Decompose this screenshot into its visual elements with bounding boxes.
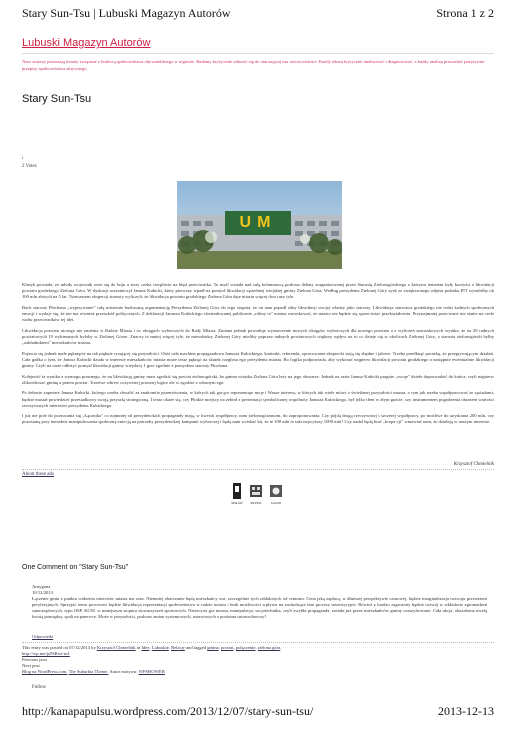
share-caption: PRZEK [250, 501, 262, 505]
post-paragraph: Bach starosty Płochana „wypisywanie" całą misternie budowaną argumentację Prezydenta Zielonej Góry do tego stopnia, że on sam popadł silny likwidacji swojej władzy jako starosty. Likwidacja starostwa grodzkiego nie rodzi żadnych społecznych emocji i wydaje się, że nie ma również przeszkód politycznych. Z deklaracji Janusza Kubickiego sformułowanej publicznie „rólmy to" można wnioskować, że miasto nie będzie się sprzeciwiać przekształceniu. Przynajmniej przeciwnie nie stanie na czele ruchu przeciwników tej idei. [22, 304, 494, 323]
vote-marker[interactable]: i [22, 156, 24, 161]
previous-post-link[interactable]: Previous post [22, 657, 47, 663]
post-title: Stary Sun-Tsu [22, 93, 92, 105]
tag-link[interactable]: połączenie [235, 645, 256, 650]
follow-button[interactable]: Follow [32, 685, 47, 690]
category-link[interactable]: Idee [141, 645, 150, 650]
building-sign-text: UM [239, 214, 277, 231]
category-link[interactable]: Lubuskie [151, 645, 169, 650]
print-header [22, 6, 494, 22]
site-credits [22, 669, 494, 675]
share-caption: GOOD [270, 501, 282, 505]
theme-author-label: Autor motywu: [109, 669, 138, 675]
theme-link[interactable]: The Suburbia Theme. [68, 669, 109, 675]
comment-date: 10/12/2013 [32, 590, 53, 596]
document-title: Stary Sun-Tsu | Lubuski Magazyn Autorów [22, 6, 231, 20]
tag-link[interactable]: zielona góra [257, 645, 281, 650]
category-link[interactable]: Relacje [171, 645, 185, 650]
wordpress-link[interactable]: Blog na WordPress.com. [22, 669, 68, 675]
next-post-link[interactable]: Next post [22, 663, 40, 669]
share-button-3[interactable] [270, 483, 280, 500]
share-button-1[interactable] [232, 483, 242, 500]
divider [22, 642, 494, 643]
blog-tagline: Nasz autorzy poruszają tematy związane z budową społeczeństwa obywatelskiego w regionie. Badamy krytycznie odnosić się do otaczającej nas rzeczywistości. Każdy tekstu krytyczne-analizować i diagnozować, a każdy analizę prowadzić pozytywne przepisy społeczeństwa aktywnego. [22, 59, 485, 71]
about-ads-link[interactable]: About these ads [22, 472, 54, 477]
theme-author-link[interactable]: WPSHOWER [138, 669, 165, 675]
tag-link[interactable]: powiat [220, 645, 234, 650]
post-photo [177, 181, 342, 269]
vote-count: 2 Votes [22, 164, 37, 169]
blog-title-link[interactable]: Lubuski Magazyn Autorów [22, 37, 151, 49]
share-buttons [230, 483, 290, 513]
share-button-2[interactable] [250, 483, 260, 500]
share-caption: SPRAW [231, 501, 243, 505]
shortlink[interactable]: http://wp.me/p29tRwt-m1 [22, 651, 70, 657]
meta-text: This entry was posted on 07/12/2013 by [22, 645, 96, 650]
post-paragraph: I już nie pole do porzucania się „Łącznika" co najmniej od prezydenckich propagandy mają, w kwestii współpracy, nam zielonogórzanom, do zaproponowania. Czy pójdą drogą rzeczywistej i szczerej współpracy, po możliwe do uzyskania 200 mln, czy pozostaną przy metodzie manipulowania społeczną emocją na potrzeby prezydenckiej kampanii wyborczej i będą nam wciskać kit, że te 100 mln to taki najwyższy 1000 mln? Czy nadal będą brać „krzpa-cji" wmawiać nam, że działają w naszym interesie. [22, 413, 494, 425]
print-footer [22, 704, 494, 720]
page-url: http://kanapapulsu.wordpress.com/2013/12/07/stary-sun-tsu/ [22, 704, 314, 718]
post-paragraph: Pojawia się jednak małe pęknięcie na tak pięknie rysującej się przyszłości. Otóż cała machina propagandowa Janusza Kubickiego, kontrakt, referenda, opracowania ekspercki stają się zbędne i jałowe. Trzeba przełknąć porażkę, że przegrywającym działań. Cała gadka o tym, że Janusz Kubicki działa w interesie mieszkańców miasta może teraz pęknąć na skutek rozgłosu ego prezydenta miasta. Bo logika podpowiada, aby wykonać najpierw likwidacji powiatu grodzkiego a następnie ewentualnie likwidacji gminy. Czyli na razie odłożyć pomysł likwidacji gminy wiejskiej. I grać zgodnie z pomysłem starosty Płochana. [22, 350, 494, 369]
tag-link[interactable]: gmina [207, 645, 219, 650]
header-divider [22, 53, 494, 54]
post-paragraph: Klasyk powiada, że młody wojownik zwie się do boju a stary czeka cierpliwie na błąd przeciwnika. Ta myśl wisiała nad salą kolumnową podczas debaty zorganizowanej przez Starostę Zielonogórskiego z którymi tematem były korzyści z likwidacji powiatu grodzkiego Zielona Góra. W dyskusji uczestniczył Janusz Kubicki, który pierwszy wpadł na pomysł likwidacji sąsiedniej wiejskiej gminy Zielona Góra. Według prezydenta Zielonej Góry zysk ze zwiększonego odpisu podatku PIT wyniósłby ok 100 mln złotych na 5 lat. Tymczasem ekspercji starosty wyliczyli, że likwidacja powiatu grodzkiego Zielona Góra daje miastu więcej dwa razy tyle. [22, 282, 494, 300]
reply-link[interactable]: Odpowiedz [32, 634, 54, 639]
post-signature: Krzysztof Chmielnik [453, 462, 494, 467]
post-paragraph: Kolejność ta wynika z wymogu prawnego, że na likwidację gminy musi zgodzić się powiat zielonogórski, bo gmina wiejska Zielona Góra leży na jego obszarze. Jednak na razie Janusz Kubicki pragnie „swoje" dzieło doprowadzić do końca, czyli najpierw zlikwidować gminę a potem powiat. Trzeźwe wbrew oczywistej prawnej logice ale w zgodzie z własnym ego. [22, 373, 494, 385]
divider [22, 469, 494, 470]
comment-text: Łączenie gmin z punktu widzenia interesów miasta ma sens. Niemniej obarczanie będą mieszkańcy wsi, szczególnie tych oddalonych od centrum. Cena jaką zapłacą, w dłuższej perspektywie czasowej, będzie marginalizacja rozwoju przestrzeni peryferyjnych. Sprzyjać temu procesowi będzie likwidacja reprezentacji społeczeństwa w radzie miasta i brak możliwości wpływu na zachodzące tam procesy inwestycyjne. Rówież z bardzo zagrożony będzie rozwój w wkładacie zgromadzeń samorządowych, typu OSP, KGW. w mniejszym stopniu stowarzyszeń sportowych. Niezwyrta gra miasta, manipulacja, socjotechnika, czyli zwykła propaganda, została już przez mieszkańców gminy rozszyfrowane. Cała akcja, okazałoma niczłą kwotą pomiędzy, spali na panewce. Może w przyszłości, podczas zmian systemowych, ustawowych z poziomu ustawodawczy? [32, 596, 487, 620]
meta-text: in [136, 645, 141, 650]
print-date: 2013-12-13 [438, 704, 494, 718]
post-paragraph: Likwidacja powiatu niczego nie zmienia w Radzie Miasta i tw okręgach wyborczych do Rady Miasta. Zmiana jednak powoduje wyznaczenie nowych okręgów wyborczych dla nowego powiatu a z wyliczeń szacunkowych wynika, że na 29 radnych powiatowych 19 wybieranych byłoby w Zielonej Górze. Znaczy to mniej więcej tyle, że mieszkańcy Zielonej Góry mieliby poprzez radnych powiatowych większy wpływ na to co dzieje się w okolicach Zielonej Góry, a starosta zielonogórski byłby „zakładnikiem" mieszkańców miasta. [22, 327, 494, 346]
post-meta [22, 645, 494, 675]
meta-text: and tagged [186, 645, 207, 650]
comments-heading: One Comment on "Stary Sun-Tsu" [22, 564, 129, 571]
post-paragraph: Po debacie zapewne Janusz Kubicki, którego trzeba chwalić za znakomite przemówienia, w których tak gorąco reprezentuje moje i Wasze interesy, w których tak wiele mówi o świetlanej przyszłości miasta, o tym jak trzeba współpracować ze sąsiadami; będzie musiał powiedzieć przesiadkowy swoją przyszłą strategiczną. I teraz okaże się, czy Płotkie miejscy na zebrał z prezentacji symbolicznej wspólnoty Janusza Kubickiego, był tylko tłem w złym guście, czy instrumentem pogodzenia obrazem wartości rzeczywistych interesów prezydenta Kubickiego. [22, 390, 494, 408]
post-meta-line: This entry was posted on 07/12/2013 by Krzysztof Chmielnik in Idee, Lubuskie, Relacje and tagged gmina, powiat, połączenie, zielona góra. [22, 645, 282, 650]
post-body [22, 282, 494, 430]
comment-author[interactable]: Anrygona [32, 584, 51, 589]
comment [32, 584, 487, 621]
author-link[interactable]: Krzysztof Chmielnik [96, 645, 136, 650]
page-number: Strona 1 z 2 [436, 6, 494, 20]
